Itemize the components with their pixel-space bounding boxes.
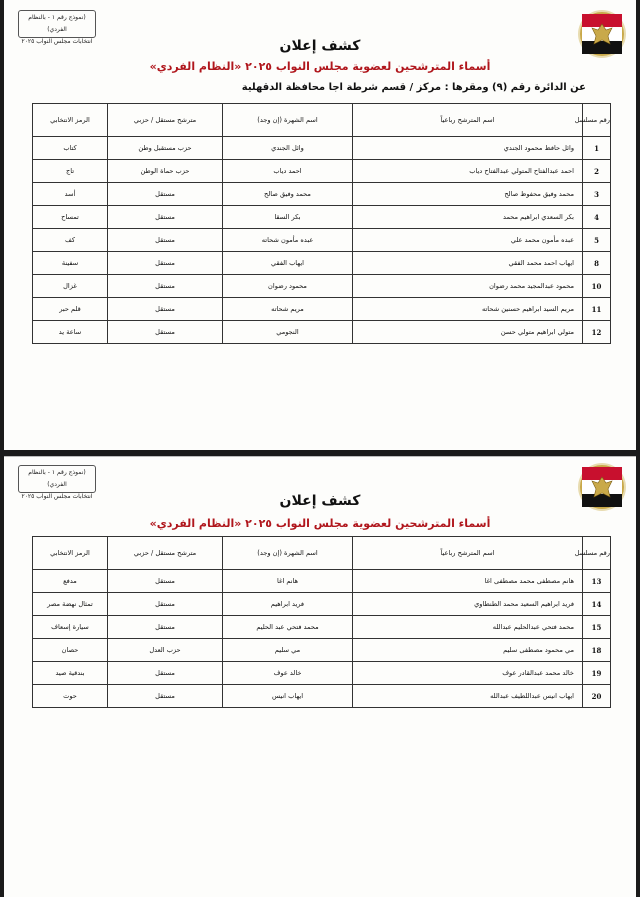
table-row [33,137,611,160]
cell-candidate-name: مريم السيد ابراهيم حسنين شحاته [353,298,583,321]
cell-symbol: كف [33,229,108,252]
district-line: عن الدائرة رقم (٩) ومقرها : مركز / قسم شرطة اجا محافظة الدقهلية [241,82,586,93]
cell-symbol: كتاب [33,137,108,160]
cell-serial: 2 [583,160,611,183]
cell-serial: 14 [583,593,611,616]
cell-candidate-name: محمد فتحي عبدالحليم عبدالله [353,616,583,639]
page-subtitle: أسماء المترشحين لعضوية مجلس النواب ٢٠٢٥ «النظام الفردي» [149,517,491,530]
cell-serial: 5 [583,229,611,252]
stamp-line-1: (نموذج رقم ١ - بالنظام الفردي) [28,469,86,488]
cell-status: مستقل [108,206,223,229]
page-title: كشف إعلان [279,38,361,54]
table-row [33,685,611,708]
cell-symbol: تاج [33,160,108,183]
cell-serial: 1 [583,137,611,160]
table-row [33,275,611,298]
cell-alias: ايهاب انيس [223,685,353,708]
cell-alias: وائل الجندي [223,137,353,160]
cell-symbol: مدفع [33,570,108,593]
page-subtitle: أسماء المترشحين لعضوية مجلس النواب ٢٠٢٥ «النظام الفردي» [149,60,491,73]
cell-alias: ايهاب الفقي [223,252,353,275]
cell-candidate-name: محمود عبدالمجيد محمد رضوان [353,275,583,298]
cell-serial: 3 [583,183,611,206]
table-row [33,206,611,229]
table-header-row [33,537,611,570]
cell-alias: محمد وفيق صالح [223,183,353,206]
cell-alias: مي سليم [223,639,353,662]
table-row [33,570,611,593]
cell-status: مستقل [108,570,223,593]
form-stamp [18,465,96,500]
cell-candidate-name: محمد وفيق محفوظ صالح [353,183,583,206]
cell-serial: 19 [583,662,611,685]
cell-symbol: قلم حبر [33,298,108,321]
cell-status: حزب العدل [108,639,223,662]
table-row [33,321,611,344]
header-serial: رقم مسلسل [583,537,611,570]
table-row [33,160,611,183]
candidates-table-1 [32,103,611,344]
cell-status: مستقل [108,252,223,275]
cell-serial: 11 [583,298,611,321]
cell-alias: بكر السقا [223,206,353,229]
header-symbol: الرمز الانتخابي [33,104,108,137]
header-alias: اسم الشهرة (إن وجد) [223,537,353,570]
cell-candidate-name: ايهاب انيس عبداللطيف عبدالله [353,685,583,708]
page-title: كشف إعلان [279,493,361,509]
cell-status: حزب حماة الوطن [108,160,223,183]
cell-alias: فريد ابراهيم [223,593,353,616]
cell-serial: 15 [583,616,611,639]
cell-serial: 20 [583,685,611,708]
cell-status: حزب مستقبل وطن [108,137,223,160]
cell-alias: مريم شحاته [223,298,353,321]
cell-candidate-name: فريد ابراهيم السعيد محمد الطنطاوي [353,593,583,616]
cell-status: مستقل [108,298,223,321]
cell-alias: احمد دياب [223,160,353,183]
cell-symbol: سفينة [33,252,108,275]
cell-status: مستقل [108,229,223,252]
header-name: اسم المترشح رباعياً [353,537,583,570]
cell-status: مستقل [108,275,223,298]
cell-symbol: غزال [33,275,108,298]
cell-symbol: تمثال نهضة مصر [33,593,108,616]
cell-alias: محمود رضوان [223,275,353,298]
cell-alias: خالد عوف [223,662,353,685]
cell-serial: 18 [583,639,611,662]
cell-status: مستقل [108,662,223,685]
cell-symbol: ساعة يد [33,321,108,344]
cell-symbol: تمساح [33,206,108,229]
cell-alias: عبده مأمون شحاته [223,229,353,252]
cell-alias: محمد فتحي عبد الحليم [223,616,353,639]
header-name: اسم المترشح رباعياً [353,104,583,137]
header-status: مترشح مستقل / حزبي [108,537,223,570]
table-row [33,252,611,275]
cell-candidate-name: احمد عبدالفتاح المتولي عبدالفتاح دياب [353,160,583,183]
cell-serial: 10 [583,275,611,298]
cell-serial: 8 [583,252,611,275]
candidates-table-2 [32,536,611,708]
cell-status: مستقل [108,685,223,708]
cell-candidate-name: متولي ابراهيم متولي حسن [353,321,583,344]
header-alias: اسم الشهرة (إن وجد) [223,104,353,137]
cell-serial: 4 [583,206,611,229]
cell-candidate-name: خالد محمد عبدالقادر عوف [353,662,583,685]
cell-serial: 12 [583,321,611,344]
cell-symbol: بندقية صيد [33,662,108,685]
document-page-2 [4,456,636,897]
cell-alias: النجومي [223,321,353,344]
cell-symbol: أسد [33,183,108,206]
cell-candidate-name: ايهاب احمد محمد الفقي [353,252,583,275]
cell-candidate-name: هانم مصطفى محمد مصطفى اغا [353,570,583,593]
cell-status: مستقل [108,183,223,206]
table-row [33,639,611,662]
table-row [33,183,611,206]
table-row [33,616,611,639]
stamp-line-1: (نموذج رقم ١ - بالنظام الفردي) [28,14,86,33]
cell-candidate-name: عبده مأمون محمد علي [353,229,583,252]
form-stamp [18,10,96,45]
table-row [33,662,611,685]
cell-serial: 13 [583,570,611,593]
table-header-row [33,104,611,137]
header-status: مترشح مستقل / حزبي [108,104,223,137]
cell-symbol: حوت [33,685,108,708]
table-row [33,593,611,616]
header-symbol: الرمز الانتخابي [33,537,108,570]
stamp-line-2: انتخابات مجلس النواب ٢٠٢٥ [21,493,93,500]
cell-status: مستقل [108,616,223,639]
cell-symbol: سيارة إسعاف [33,616,108,639]
cell-symbol: حصان [33,639,108,662]
cell-candidate-name: بكر السعدي ابراهيم محمد [353,206,583,229]
document-page-1 [4,0,636,450]
cell-status: مستقل [108,321,223,344]
stamp-line-2: انتخابات مجلس النواب ٢٠٢٥ [21,38,93,45]
cell-candidate-name: وائل حافظ محمود الجندي [353,137,583,160]
table-row [33,229,611,252]
cell-alias: هانم اغا [223,570,353,593]
cell-candidate-name: مي محمود مصطفى سليم [353,639,583,662]
header-serial: رقم مسلسل [583,104,611,137]
cell-status: مستقل [108,593,223,616]
table-row [33,298,611,321]
